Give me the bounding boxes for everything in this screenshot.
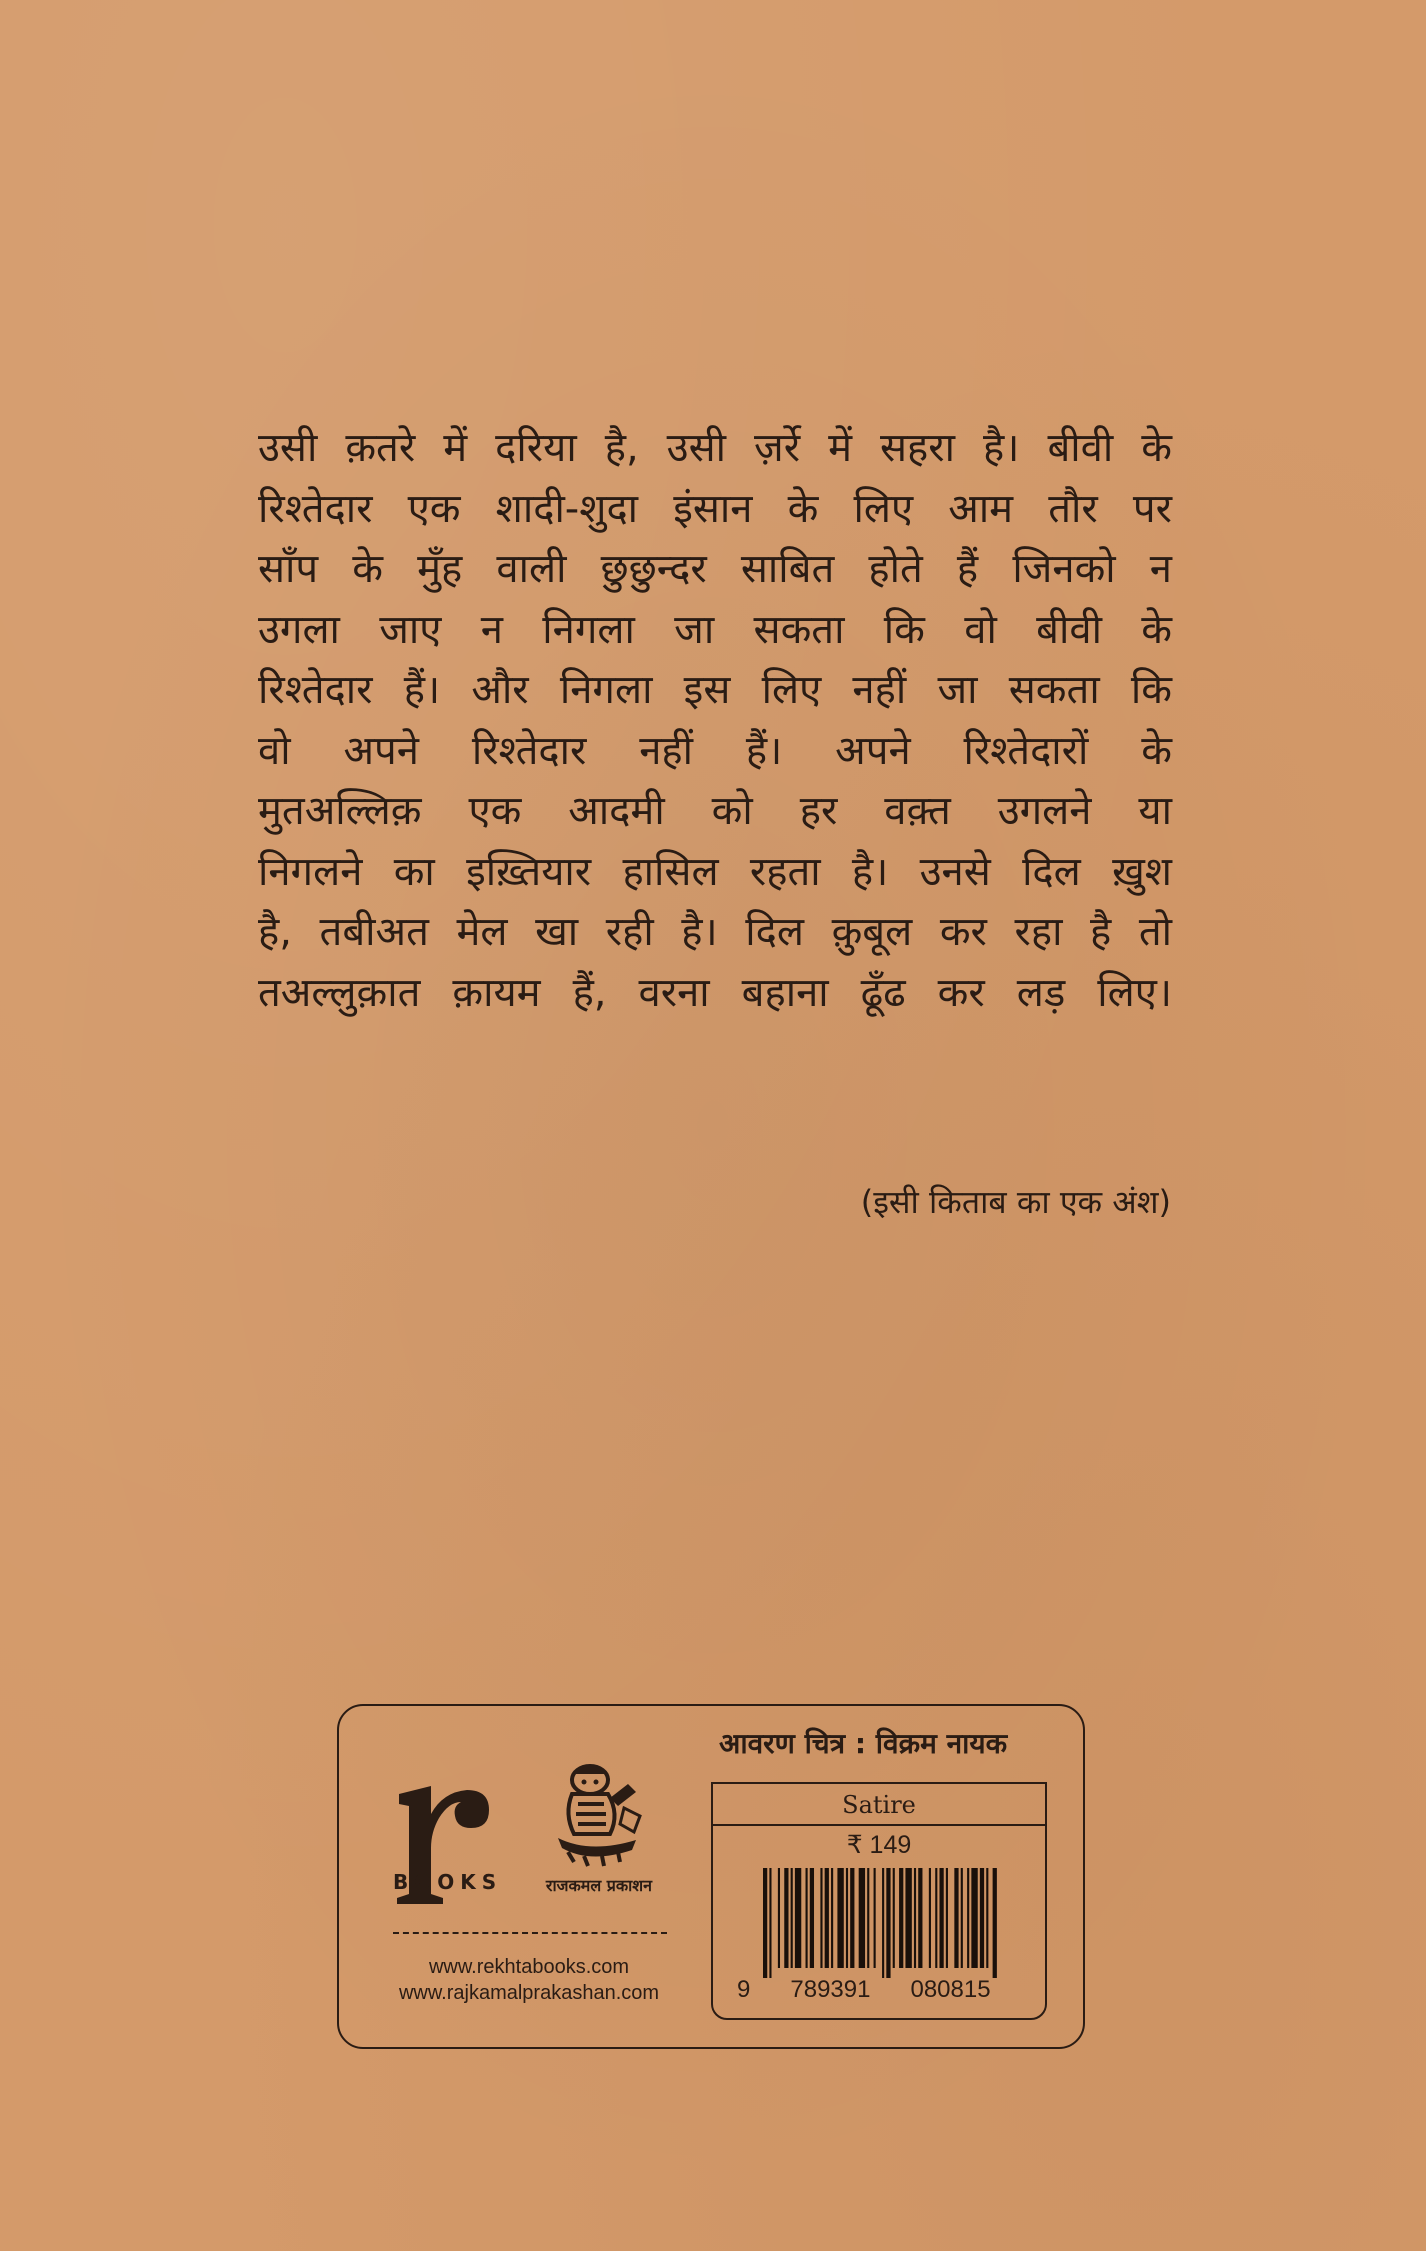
barcode-bar [939,1868,943,1968]
passage-line: है, तबीअत मेल खा रही है। दिल क़ुबूल कर रहा है तो [258,909,1172,955]
isbn-lead: 9 [737,1976,751,2003]
rekhta-books-label: BOOKS [393,1870,503,1894]
barcode-bar [954,1868,958,1968]
barcode-bar [859,1868,865,1968]
barcode-bar [935,1868,937,1968]
barcode-bar [946,1868,948,1968]
barcode-bar [806,1868,808,1968]
barcode-bar [918,1868,922,1968]
barcode-bar [980,1868,984,1968]
barcode-bar [905,1868,911,1968]
isbn-group-2: 080815 [910,1976,991,2003]
divider [393,1932,667,1934]
website-rekhta: www.rekhtabooks.com [428,1956,630,1978]
barcode-bar [820,1868,822,1968]
passage-line: वो अपने रिश्तेदार नहीं हैं। अपने रिश्तेदारों के [258,727,1172,774]
barcode-bar [846,1868,848,1968]
barcode-bar [986,1868,988,1968]
barcode-bar [763,1868,767,1978]
barcode-panel [711,1782,1047,2020]
barcode-bar [784,1868,788,1968]
genre-label: Satire [713,1784,1045,1826]
barcode-bar [837,1868,843,1968]
website-rajkamal: www.rajkamalprakashan.com [398,1982,660,2004]
barcode-bar [961,1868,963,1968]
barcode-bar [795,1868,801,1968]
barcode-bar [850,1868,854,1968]
barcode-bar [825,1868,829,1968]
isbn-group-1: 789391 [790,1976,871,2003]
excerpt-attribution: (इसी किताब का एक अंश) [860,1183,1171,1221]
barcode-bar [929,1868,931,1968]
rajkamal-prakashan-logo [544,1754,654,1884]
barcode-bar [769,1868,771,1978]
passage-line: निगलने का इख़्तियार हासिल रहता है। उनसे दिल ख़ुश [258,848,1172,895]
barcode-bar [831,1868,833,1968]
barcode-bar [867,1868,869,1968]
passage-line: उगला जाए न निगला जा सकता कि वो बीवी के [258,606,1172,653]
passage-line: रिश्तेदार एक शादी-शुदा इंसान के लिए आम तौर पर [258,485,1172,532]
barcode-bar [810,1868,814,1968]
publisher-info-box [337,1704,1085,2049]
passage-line: साँप के मुँह वाली छुछुन्दर साबित होते हैं जिनको न [258,546,1172,592]
excerpt-passage [258,418,1172,1023]
rekhta-books-logo [391,1776,491,1936]
price-label: ₹ 149 [846,1831,912,1859]
barcode-bar [899,1868,903,1968]
barcode-bar [893,1868,895,1968]
barcode-bar [967,1868,969,1968]
passage-line: रिश्तेदार हैं। और निगला इस लिए नहीं जा सकता कि [258,667,1172,713]
passage-line: उसी क़तरे में दरिया है, उसी ज़र्रे में सहरा है। बीवी के [258,425,1172,471]
passage-line: तअल्लुक़ात क़ायम हैं, वरना बहाना ढूँढ कर लड़ लिए। [258,969,1172,1016]
barcode-bar [914,1868,916,1968]
barcode-bar [874,1868,876,1968]
barcode-bar [882,1868,884,1978]
isbn-barcode [761,1868,1001,1978]
barcode-bar [886,1868,890,1978]
barcode-bar [778,1868,780,1968]
cover-art-credit: आवरण चित्र : विक्रम नायक [719,1727,1008,1760]
passage-line: मुतअल्लिक़ एक आदमी को हर वक़्त उगलने या [258,788,1172,834]
barcode-bar [971,1868,977,1968]
isbn-number [737,1976,1027,2004]
barcode-bar [791,1868,793,1968]
publisher-websites [369,1954,689,2006]
barcode-bar [993,1868,997,1978]
rajkamal-prakashan-label: राजकमल प्रकाशन [545,1876,653,1895]
